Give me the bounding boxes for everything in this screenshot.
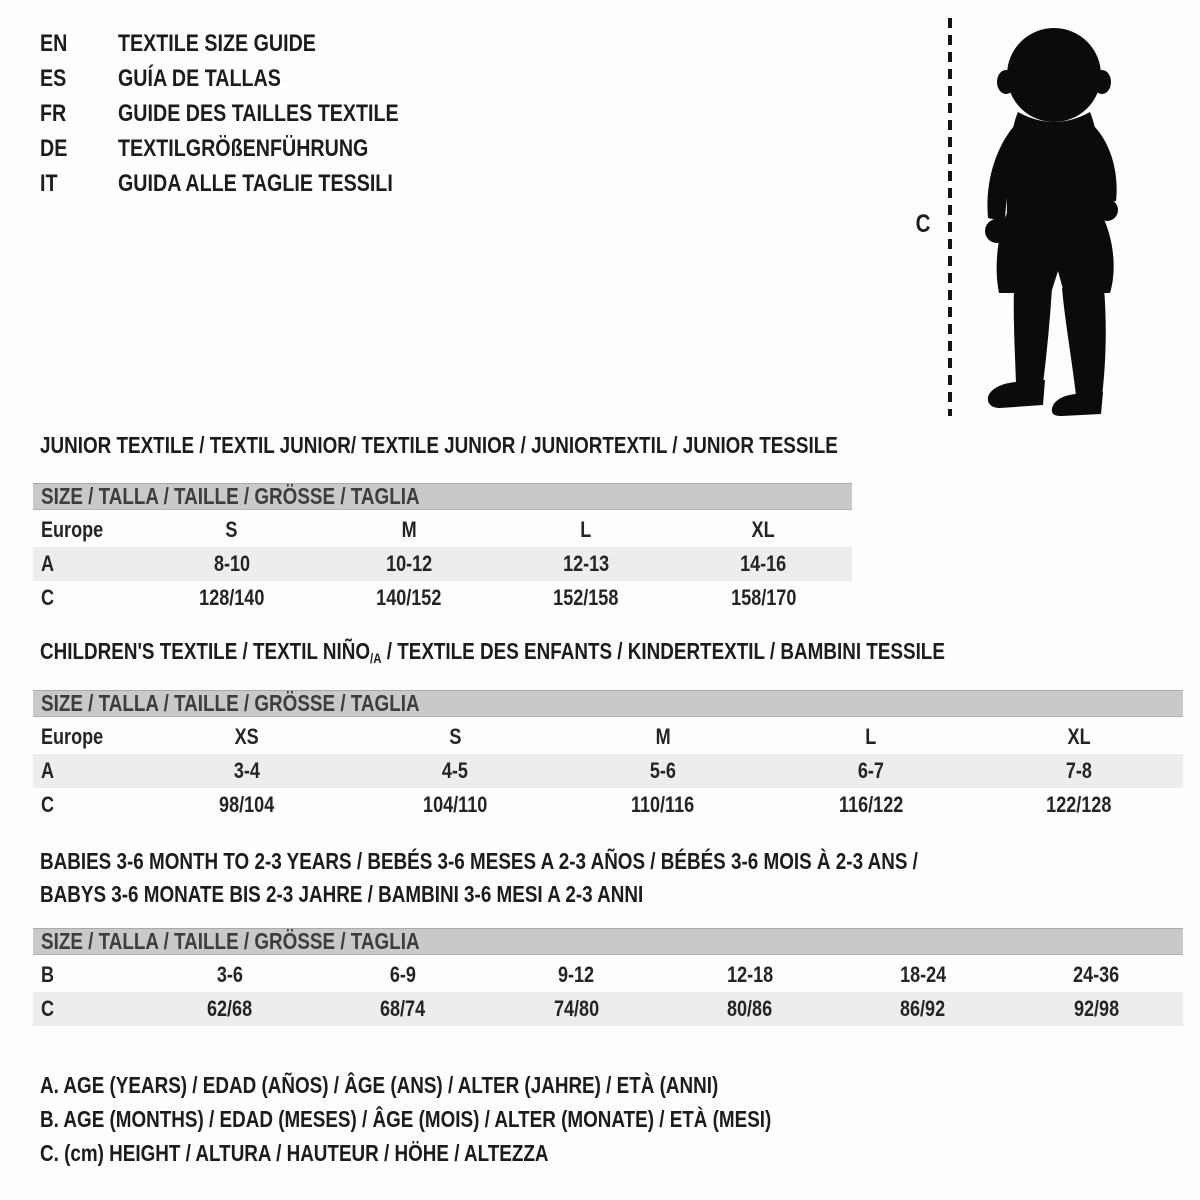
cell — [490, 962, 663, 988]
cell — [1010, 996, 1183, 1022]
children-row-a — [33, 754, 1183, 788]
cell — [975, 758, 1183, 784]
size-header-label: SIZE / TALLA / TAILLE / GRÖSSE / TAGLIA — [41, 483, 420, 509]
cell — [498, 551, 675, 577]
column-label: XS — [234, 724, 260, 749]
cell-value: 6-9 — [389, 962, 417, 987]
language-code — [40, 135, 118, 163]
cell-value: 9-12 — [558, 962, 595, 987]
cell — [143, 758, 351, 784]
cell-value: 116/122 — [838, 792, 904, 817]
junior-size-table — [33, 483, 852, 615]
row-label — [33, 758, 143, 784]
row-label — [33, 551, 143, 577]
cell-value: 12-13 — [563, 551, 610, 576]
cell-value: 68/74 — [380, 996, 426, 1021]
column-label: XL — [751, 517, 775, 542]
language-row-de — [40, 131, 460, 166]
column-europe — [33, 724, 143, 750]
cell — [975, 792, 1183, 818]
cell-value: 92/98 — [1073, 996, 1119, 1021]
language-title: GUIDA ALLE TAGLIE TESSILI — [118, 169, 393, 197]
language-code — [40, 170, 118, 198]
children-title-pre: CHILDREN'S TEXTILE / TEXTIL NIÑO — [40, 638, 371, 664]
column-m — [320, 517, 497, 543]
cell-value: 18-24 — [899, 962, 947, 987]
legend-line-c — [40, 1136, 932, 1170]
column-label: S — [448, 724, 462, 749]
cell — [675, 551, 852, 577]
language-code-text: IT — [40, 169, 58, 197]
column-label: L — [865, 724, 877, 749]
column-s — [351, 724, 559, 750]
babies-row-b — [33, 958, 1183, 992]
cell — [143, 962, 316, 988]
column-label: M — [401, 517, 417, 542]
cell-value: 98/104 — [219, 792, 275, 817]
cell — [320, 585, 497, 611]
language-title: TEXTILGRÖßENFÜHRUNG — [118, 134, 369, 162]
column-label: XL — [1067, 724, 1091, 749]
cell-value: 6-7 — [857, 758, 885, 783]
language-code-text: DE — [40, 134, 68, 162]
cell — [767, 792, 975, 818]
children-title-text — [40, 638, 945, 666]
cell-value: 24-36 — [1073, 962, 1120, 987]
language-title: GUIDE DES TAILLES TEXTILE — [118, 99, 399, 127]
children-row-c — [33, 788, 1183, 822]
legend-b-text: B. AGE (MONTHS) / EDAD (MESES) / ÂGE (MOIS) / ALTER (MONATE) / ETÀ (MESI) — [40, 1106, 772, 1132]
column-label: S — [225, 517, 238, 542]
cell-value: 74/80 — [553, 996, 599, 1021]
language-code — [40, 100, 118, 128]
language-row-fr — [40, 96, 460, 131]
column-xs — [143, 724, 351, 750]
babies-size-table — [33, 928, 1183, 1026]
cell — [316, 962, 489, 988]
cell-value: 110/116 — [631, 792, 695, 817]
language-code-text: ES — [40, 64, 67, 92]
babies-title-line2: BABYS 3-6 MONATE BIS 2-3 JAHRE / BAMBINI 3-6 MESI A 2-3 ANNI — [40, 881, 644, 907]
junior-row-c — [33, 581, 852, 615]
cell — [675, 585, 852, 611]
language-title: GUÍA DE TALLAS — [118, 64, 281, 92]
language-row-it — [40, 166, 460, 201]
row-label — [33, 996, 143, 1022]
cell-value: 62/68 — [207, 996, 253, 1021]
cell — [767, 758, 975, 784]
size-header-bar — [33, 690, 1183, 717]
cell — [490, 996, 663, 1022]
cell-value: 14-16 — [740, 551, 787, 576]
column-label: L — [580, 517, 592, 542]
cell-value: 80/86 — [727, 996, 773, 1021]
cell-value: 3-6 — [216, 962, 243, 987]
size-header-label: SIZE / TALLA / TAILLE / GRÖSSE / TAGLIA — [41, 928, 420, 954]
cell — [143, 585, 320, 611]
cell-value: 158/170 — [730, 585, 796, 610]
cell-value: 122/128 — [1046, 792, 1112, 817]
cell-value: 12-18 — [726, 962, 773, 987]
cell-value: 86/92 — [900, 996, 946, 1021]
size-header-label: SIZE / TALLA / TAILLE / GRÖSSE / TAGLIA — [41, 690, 420, 716]
cell-value: 128/140 — [199, 585, 265, 610]
toddler-silhouette-icon — [966, 20, 1136, 416]
junior-row-a — [33, 547, 852, 581]
cell — [351, 758, 559, 784]
language-code — [40, 30, 118, 58]
europe-label: Europe — [41, 724, 104, 749]
cell-value: 10-12 — [385, 551, 432, 576]
cell — [836, 996, 1009, 1022]
row-label — [33, 962, 143, 988]
legend-c-text: C. (cm) HEIGHT / ALTURA / HAUTEUR / HÖHE / ALTEZZA — [40, 1140, 549, 1166]
europe-label: Europe — [41, 517, 104, 542]
cell-value: 104/110 — [422, 792, 488, 817]
cell — [663, 962, 836, 988]
measure-legend — [40, 1068, 932, 1170]
language-code-text: EN — [40, 29, 68, 57]
junior-section-title — [40, 432, 1013, 459]
cell — [143, 792, 351, 818]
cell — [143, 551, 320, 577]
row-label — [33, 792, 143, 818]
row-label-text: C — [41, 996, 55, 1021]
cell-value: 3-4 — [233, 758, 261, 783]
cell — [498, 585, 675, 611]
language-row-en — [40, 26, 460, 61]
children-title-post: / TEXTILE DES ENFANTS / KINDERTEXTIL / BAMBINI TESSILE — [381, 638, 945, 664]
measure-c-text: C — [915, 210, 931, 238]
row-label-text: A — [41, 758, 55, 783]
cell-value: 140/152 — [376, 585, 442, 610]
column-l — [767, 724, 975, 750]
legend-a-text: A. AGE (YEARS) / EDAD (AÑOS) / ÂGE (ANS) / ALTER (JAHRE) / ETÀ (ANNI) — [40, 1072, 719, 1098]
size-header-bar — [33, 483, 852, 510]
column-s — [143, 517, 320, 543]
row-label — [33, 585, 143, 611]
language-list — [40, 26, 460, 201]
column-europe — [33, 517, 143, 543]
junior-title-text: JUNIOR TEXTILE / TEXTIL JUNIOR/ TEXTILE JUNIOR / JUNIORTEXTIL / JUNIOR TESSILE — [40, 432, 838, 458]
children-section-title — [40, 638, 1144, 666]
cell — [351, 792, 559, 818]
cell — [320, 551, 497, 577]
measure-c-label — [914, 210, 932, 239]
cell — [143, 996, 316, 1022]
babies-title-line1: BABIES 3-6 MONTH TO 2-3 YEARS / BEBÉS 3-6 MESES A 2-3 AÑOS / BÉBÉS 3-6 MOIS À 2-3 ANS / — [40, 848, 918, 874]
cell-value: 8-10 — [213, 551, 250, 576]
language-code-text: FR — [40, 99, 67, 127]
cell — [316, 996, 489, 1022]
cell-value: 7-8 — [1065, 758, 1093, 783]
cell-value: 152/158 — [553, 585, 619, 610]
cell — [1010, 962, 1183, 988]
column-m — [559, 724, 767, 750]
row-label-text: B — [41, 962, 55, 987]
cell-value: 5-6 — [649, 758, 677, 783]
height-measure-dashed-line — [948, 18, 952, 416]
cell — [663, 996, 836, 1022]
column-label: M — [655, 724, 671, 749]
children-columns-row — [33, 720, 1183, 754]
language-row-es — [40, 61, 460, 96]
cell — [559, 758, 767, 784]
column-l — [498, 517, 675, 543]
row-label-text: A — [41, 551, 55, 576]
column-xl — [975, 724, 1183, 750]
babies-row-c — [33, 992, 1183, 1026]
row-label-text: C — [41, 792, 55, 817]
legend-line-b — [40, 1102, 932, 1136]
junior-columns-row — [33, 513, 852, 547]
legend-line-a — [40, 1068, 932, 1102]
cell — [559, 792, 767, 818]
column-xl — [675, 517, 852, 543]
children-title-sub: /A — [370, 650, 382, 666]
cell-value: 4-5 — [441, 758, 469, 783]
row-label-text: C — [41, 585, 55, 610]
language-title: TEXTILE SIZE GUIDE — [118, 29, 316, 57]
size-header-bar — [33, 928, 1183, 955]
children-size-table — [33, 690, 1183, 822]
babies-section-title — [40, 845, 1111, 911]
language-code — [40, 65, 118, 93]
cell — [836, 962, 1009, 988]
